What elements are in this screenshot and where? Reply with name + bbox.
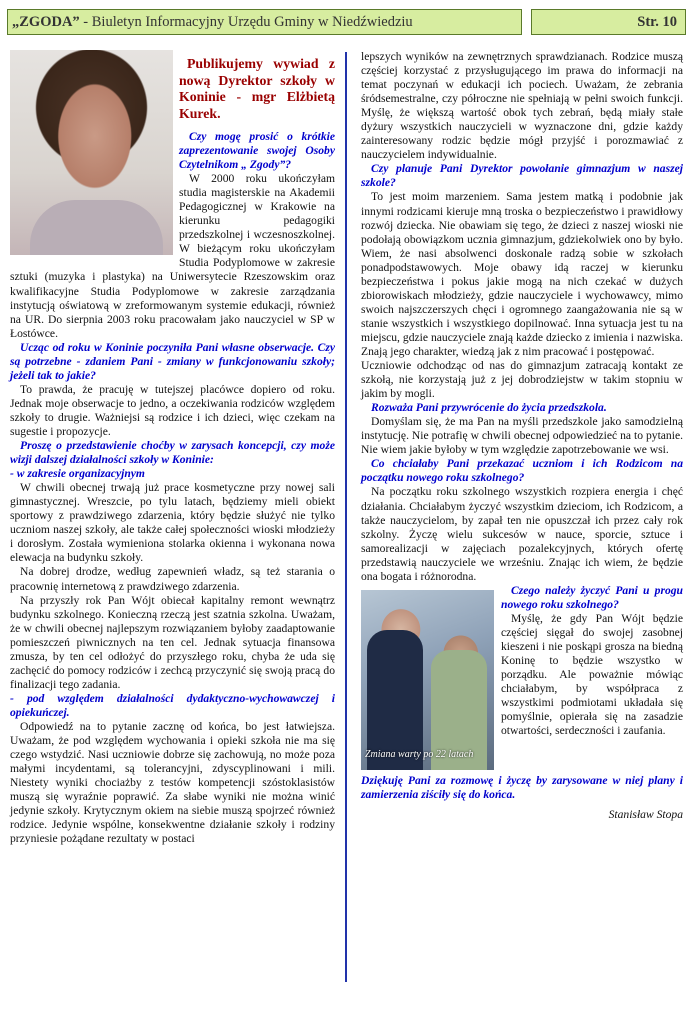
newsletter-subtitle: - Biuletyn Informacyjny Urzędu Gminy w Niedźwiedziu <box>79 13 413 30</box>
answer-6: Na początku roku szkolnego wszystkich rozpiera energia i chęć działania. Chciałabym życzyć wszystkim dzieciom, ich Rodzicom, a także nauczycielom, by zapał ten nie opuszczał ich przez cały rok szkolny. Życzę wielu sukcesów w nauce, sporcie, sztuce i samorealizacji w zajęciach pozalekcyjnych, których ofertę przedstawią nauczyciele we wrześniu. Znając ich wiem, że będzie ona bogata i różnorodna. <box>361 485 683 583</box>
question-4: Czy planuje Pani Dyrektor powołanie gimnazjum w naszej szkole? <box>361 162 683 190</box>
answer-3-continued: lepszych wyników na zewnętrznych sprawdzianach. Rodzice muszą częściej korzystać z przysługującego im prawa do informacji na temat poczynań w edukacji ich pociech. Uważam, że zebrania śródsemestralne, czy półroczne nie spełniają w pełni swoich funkcji. Myślę, że większą wartość obok tych zebrań, będą miały stałe dyżury wszystkich nauczycieli w wyznaczone dni, gdzie każdy zainteresowany rodzic będzie mógł przyjść i porozmawiać z nauczycielem indywidualnie. <box>361 50 683 162</box>
answer-3-paragraph: Odpowiedź na to pytanie zacznę od końca, bo jest łatwiejsza. Uważam, że pod względem wychowania i opieki szkoła nie ma się czego wstydzić. Nasi uczniowie dobrze się zachowują, no może poza małymi incydentami, są tolerancyjni, zdyscyplinowani i mili. Niestety wyniki chociażby z testów kompetencji szóstoklasistów muszą się wyraźnie poprawić. Za słabe wyniki nie można winić jedynie szkoły. Krytycznym okiem na siebie muszą spojrzeć również rodzice. Jedynie wspólne, konsekwentne działanie szkoły i rodziny przyniesie pożądane rezultaty w postaci <box>10 719 335 846</box>
question-1: Czy mogę prosić o krótkie zaprezentowanie swojej Osoby Czytelnikom „ Zgody”? <box>179 130 335 172</box>
article-title: Publikujemy wywiad z nową Dyrektor szkoły w Koninie - mgr Elżbietą Kurek. <box>179 56 335 121</box>
question-3-sub-organizational: - w zakresie organizacyjnym <box>10 467 145 481</box>
answer-4: To jest moim marzeniem. Sama jestem matką i podobnie jak innymi rodzicami kieruje mną troska o bezpieczeństwo i prawidłowy rozwój dziecka. Nie obawiam się tego, że dzieci z naszej wioski nie podołają obowiązkom ucznia gimnazjum, gdziekolwiek ono by było. Wiem, że nasi absolwenci doskonale radzą sobie w szkołach ponadpodstawowych. Moje obawy idą raczej w kierunku bezpieczeństwa i pokus jakie mogą na nich czekać w dużych zbiorowiskach młodzieży, gdzie nauczyciele i wychowawcy, mimo swoich najszczerszych chęci i ogromnego zaangażowania nie są w stanie wszystkich i wszystkiego dopilnować. Inna sytuacja jest tu na miejscu, gdzie nauczyciele znają każde dziecko z imienia i nazwiska. Znają jego charakter, wiedzą jak z nim pracować i postępować. <box>361 190 683 358</box>
ceremony-photo <box>361 590 494 770</box>
question-3-sub-didactic: - pod względem działalności dydaktyczno-wychowawczej i opiekuńczej. <box>10 691 335 719</box>
left-column <box>10 50 335 846</box>
question-2: Ucząc od roku w Koninie poczyniła Pani własne obserwacje. Czy są potrzebne - zdaniem Pani - zmiany w funkcjonowaniu szkoły; jeżeli tak to jakie? <box>10 340 335 382</box>
photo-caption: Zmiana warty po 22 latach <box>365 748 474 760</box>
answer-2: To prawda, że pracuję w tutejszej placówce dopiero od roku. Jednak moje obserwacje to jedno, a oczekiwania rodziców względem szkoły to drugie. Ważniejsi są rodzice i ich dzieci, więc czekam na sugestie i propozycje. <box>10 382 335 438</box>
answer-4-continued: Uczniowie odchodząc od nas do gimnazjum zatracają kontakt ze szkołą, nie korzystają już z jej dobrodziejstw w takim stopniu w jakim by mogli. <box>361 359 683 401</box>
answer-7: Myślę, że gdy Pan Wójt będzie częściej sięgał do swojej zasobnej kieszeni i nie poskąpi grosza na biedną Koninę to będzie wszystko w porządku. Ale poważnie mówiąc chciałabym, by współpraca z wszystkimi podmiotami układała się pomyślnie, opierała się na zasadzie otwartości, serdeczności i zaufania. <box>501 611 683 738</box>
page-number: Str. 10 <box>637 13 677 30</box>
answer-3-paragraph: Na dobrej drodze, według zapewnień władz, są też starania o pracownię internetową z prawdziwego zdarzenia. <box>10 565 335 593</box>
question-7: Czego należy życzyć Pani u progu nowego roku szkolnego? <box>501 583 683 611</box>
answer-1: W 2000 roku ukończyłam studia magisterskie na Akademii Pedagogicznej w Krakowie na kierunku pedagogiki przedszkolnej i wczesnoszkolnej. W bieżącym roku ukończyłam Studia Podyplomowe w zakresie sztuki (muzyka i plastyka) na Uniwersytecie Rzeszowskim oraz kwalifikacyjne Studia Podyplomowe w zakresie zarządzania instytucją oświatową w zreformowanym systemie edukacji, również na UR. Do sierpnia 2003 roku pracowałam jako nauczyciel w SP w Łostówce. <box>10 172 335 340</box>
header-page-number <box>531 9 686 35</box>
answer-3-paragraph: Na przyszły rok Pan Wójt obiecał kapitalny remont wewnątrz budynku szkolnego. Konieczną rzeczą jest szatnia szkolna. Uważam, że w chwili obecnej najlepszym rozwiązaniem byłoby zaadaptowanie pomieszczeń piwnicznych na ten cel. Jednak sytuacja finansowa zmusza, by ten cel odłożyć do przyszłego roku, chyba że uda się zachęcić do pomocy rodziców i zechcą przyczynić się swoją pracą do finalizacji tego zadania. <box>10 593 335 691</box>
answer-5: Domyślam się, że ma Pan na myśli przedszkole jako samodzielną instytucję. Nie potrafię w chwili obecnej odpowiedzieć na to pytanie. Nie wiem jakie byłoby w tym względzie zapotrzebowanie we wsi. <box>361 415 683 457</box>
column-divider <box>345 52 347 982</box>
question-3: Proszę o przedstawienie choćby w zarysach koncepcji, czy może wizji dalszej działalności szkoły w Koninie: <box>10 439 335 467</box>
portrait-photo <box>10 50 173 255</box>
answer-3-paragraph: W chwili obecnej trwają już prace kosmetyczne przy nowej sali gimnastycznej. Wreszcie, po tylu latach, będziemy mieli obiekt sportowy z prawdziwego zdarzenia, który będzie służyć nie tylko uczniom naszej szkoły, ale także całej społeczności wioski młodzieży i dorosłym. Została wymieniona stolarka okienna i wykonana nowa elewacja na budynku szkoły. <box>10 481 335 565</box>
question-5: Rozważa Pani przywrócenie do życia przedszkola. <box>371 401 607 415</box>
newsletter-name: „ZGODA” <box>12 13 80 30</box>
right-column <box>361 50 683 822</box>
author-signature: Stanisław Stopa <box>608 807 683 821</box>
question-6: Co chciałaby Pani przekazać uczniom i ich Rodzicom na początku nowego roku szkolnego? <box>361 457 683 485</box>
header-title-bar <box>7 9 522 35</box>
closing-thanks: Dziękuję Pani za rozmowę i życzę by zarysowane w niej plany i zamierzenia ziściły się do końca. <box>361 773 683 801</box>
